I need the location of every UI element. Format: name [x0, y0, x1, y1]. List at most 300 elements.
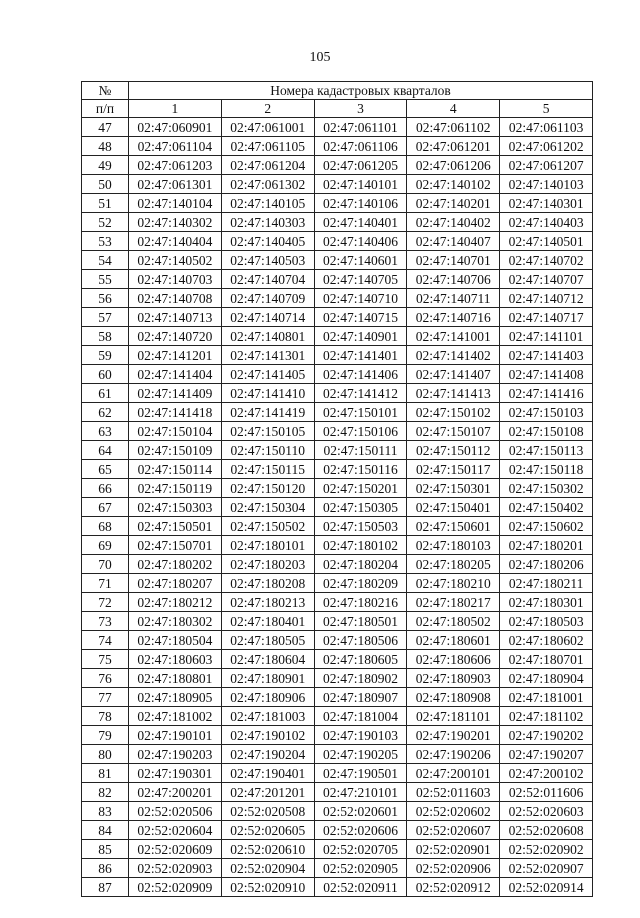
cadastral-number-cell: 02:52:020914	[500, 878, 593, 897]
cadastral-number-cell: 02:47:140715	[314, 308, 407, 327]
page-number: 105	[309, 50, 331, 65]
row-number-cell: 82	[82, 783, 129, 802]
cadastral-number-cell: 02:52:020909	[129, 878, 222, 897]
table-row	[82, 555, 593, 574]
cadastral-number-cell: 02:47:061104	[129, 137, 222, 156]
cadastral-number-cell: 02:47:180506	[314, 631, 407, 650]
cadastral-number-cell: 02:52:020904	[221, 859, 314, 878]
cadastral-number-cell: 02:47:180401	[221, 612, 314, 631]
cadastral-number-cell: 02:47:141001	[407, 327, 500, 346]
cadastral-number-cell: 02:47:180213	[221, 593, 314, 612]
row-number-cell: 57	[82, 308, 129, 327]
cadastral-number-cell: 02:47:141419	[221, 403, 314, 422]
table-row	[82, 289, 593, 308]
table-row	[82, 251, 593, 270]
cadastral-number-cell: 02:47:180209	[314, 574, 407, 593]
row-number-cell: 67	[82, 498, 129, 517]
cadastral-number-cell: 02:47:180217	[407, 593, 500, 612]
table-row	[82, 213, 593, 232]
cadastral-number-cell: 02:47:140106	[314, 194, 407, 213]
cadastral-number-cell: 02:47:140702	[500, 251, 593, 270]
cadastral-number-cell: 02:47:061206	[407, 156, 500, 175]
cadastral-number-cell: 02:47:141403	[500, 346, 593, 365]
cadastral-number-cell: 02:47:141410	[221, 384, 314, 403]
cadastral-number-cell: 02:47:180906	[221, 688, 314, 707]
row-number-cell: 48	[82, 137, 129, 156]
table-row	[82, 593, 593, 612]
row-number-cell: 86	[82, 859, 129, 878]
cadastral-number-cell: 02:47:150115	[221, 460, 314, 479]
table-row	[82, 270, 593, 289]
header-row-bottom	[82, 100, 593, 118]
table-row	[82, 422, 593, 441]
column-header-4: 4	[407, 100, 500, 118]
row-number-cell: 77	[82, 688, 129, 707]
cadastral-number-cell: 02:47:190301	[129, 764, 222, 783]
row-number-cell: 71	[82, 574, 129, 593]
table-row	[82, 194, 593, 213]
cadastral-number-cell: 02:47:141407	[407, 365, 500, 384]
cadastral-number-cell: 02:47:180102	[314, 536, 407, 555]
cadastral-number-cell: 02:47:180604	[221, 650, 314, 669]
cadastral-number-cell: 02:47:150302	[500, 479, 593, 498]
cadastral-number-cell: 02:47:140303	[221, 213, 314, 232]
cadastral-number-cell: 02:47:190501	[314, 764, 407, 783]
table-row	[82, 688, 593, 707]
cadastral-number-cell: 02:47:180605	[314, 650, 407, 669]
table-row	[82, 783, 593, 802]
cadastral-number-cell: 02:47:061207	[500, 156, 593, 175]
cadastral-number-cell: 02:47:061203	[129, 156, 222, 175]
cadastral-number-cell: 02:47:140707	[500, 270, 593, 289]
column-header-3: 3	[314, 100, 407, 118]
row-number-cell: 76	[82, 669, 129, 688]
cadastral-number-cell: 02:47:181001	[500, 688, 593, 707]
row-number-cell: 62	[82, 403, 129, 422]
row-number-header-bottom: п/п	[82, 100, 129, 118]
cadastral-number-cell: 02:47:190202	[500, 726, 593, 745]
cadastral-number-cell: 02:52:020910	[221, 878, 314, 897]
cadastral-number-cell: 02:52:020602	[407, 802, 500, 821]
row-number-cell: 79	[82, 726, 129, 745]
table-row	[82, 479, 593, 498]
table-row	[82, 118, 593, 137]
cadastral-number-cell: 02:47:180201	[500, 536, 593, 555]
cadastral-number-cell: 02:47:140706	[407, 270, 500, 289]
cadastral-number-cell: 02:47:061302	[221, 175, 314, 194]
cadastral-number-cell: 02:52:020604	[129, 821, 222, 840]
cadastral-number-cell: 02:47:180302	[129, 612, 222, 631]
cadastral-number-cell: 02:47:180211	[500, 574, 593, 593]
cadastral-number-cell: 02:47:061202	[500, 137, 593, 156]
cadastral-number-cell: 02:47:061301	[129, 175, 222, 194]
table-header	[82, 82, 593, 118]
cadastral-number-cell: 02:47:181004	[314, 707, 407, 726]
table-row	[82, 726, 593, 745]
cadastral-number-cell: 02:47:180103	[407, 536, 500, 555]
cadastral-number-cell: 02:47:180601	[407, 631, 500, 650]
row-number-cell: 70	[82, 555, 129, 574]
cadastral-number-cell: 02:47:141409	[129, 384, 222, 403]
cadastral-number-cell: 02:47:140705	[314, 270, 407, 289]
cadastral-number-cell: 02:47:141408	[500, 365, 593, 384]
cadastral-number-cell: 02:47:140201	[407, 194, 500, 213]
row-number-cell: 58	[82, 327, 129, 346]
cadastral-number-cell: 02:47:180602	[500, 631, 593, 650]
cadastral-number-cell: 02:47:150701	[129, 536, 222, 555]
table-row	[82, 460, 593, 479]
table-row	[82, 536, 593, 555]
cadastral-number-cell: 02:47:140901	[314, 327, 407, 346]
cadastral-number-cell: 02:47:150304	[221, 498, 314, 517]
cadastral-number-cell: 02:47:190206	[407, 745, 500, 764]
cadastral-number-cell: 02:47:180907	[314, 688, 407, 707]
cadastral-number-cell: 02:52:020603	[500, 802, 593, 821]
cadastral-number-cell: 02:47:141201	[129, 346, 222, 365]
cadastral-number-cell: 02:47:150110	[221, 441, 314, 460]
cadastral-number-cell: 02:47:140502	[129, 251, 222, 270]
row-number-cell: 63	[82, 422, 129, 441]
cadastral-number-cell: 02:47:140601	[314, 251, 407, 270]
cadastral-number-cell: 02:47:140103	[500, 175, 593, 194]
table-row	[82, 707, 593, 726]
row-number-cell: 65	[82, 460, 129, 479]
cadastral-number-cell: 02:47:141301	[221, 346, 314, 365]
row-number-cell: 61	[82, 384, 129, 403]
row-number-cell: 64	[82, 441, 129, 460]
row-number-cell: 72	[82, 593, 129, 612]
cadastral-number-cell: 02:52:020608	[500, 821, 593, 840]
cadastral-number-cell: 02:52:011603	[407, 783, 500, 802]
cadastral-number-cell: 02:47:180701	[500, 650, 593, 669]
cadastral-number-cell: 02:47:140720	[129, 327, 222, 346]
cadastral-number-cell: 02:47:150114	[129, 460, 222, 479]
cadastral-number-cell: 02:47:140105	[221, 194, 314, 213]
cadastral-number-cell: 02:47:180505	[221, 631, 314, 650]
cadastral-number-cell: 02:52:020905	[314, 859, 407, 878]
cadastral-number-cell: 02:47:150106	[314, 422, 407, 441]
cadastral-number-cell: 02:47:150116	[314, 460, 407, 479]
cadastral-number-cell: 02:47:150112	[407, 441, 500, 460]
row-number-cell: 55	[82, 270, 129, 289]
cadastral-number-cell: 02:47:190102	[221, 726, 314, 745]
cadastral-number-cell: 02:47:190205	[314, 745, 407, 764]
cadastral-number-cell: 02:47:140716	[407, 308, 500, 327]
cadastral-number-cell: 02:47:140709	[221, 289, 314, 308]
cadastral-number-cell: 02:47:141412	[314, 384, 407, 403]
cadastral-number-cell: 02:52:020605	[221, 821, 314, 840]
cadastral-number-cell: 02:47:180606	[407, 650, 500, 669]
cadastral-number-cell: 02:47:180904	[500, 669, 593, 688]
table-row	[82, 403, 593, 422]
row-number-header-top: №	[82, 82, 129, 100]
row-number-cell: 74	[82, 631, 129, 650]
cadastral-number-cell: 02:47:141418	[129, 403, 222, 422]
cadastral-number-cell: 02:47:190204	[221, 745, 314, 764]
table-row	[82, 745, 593, 764]
table-row	[82, 821, 593, 840]
cadastral-number-cell: 02:52:011606	[500, 783, 593, 802]
cadastral-number-cell: 02:47:190203	[129, 745, 222, 764]
cadastral-number-cell: 02:47:180801	[129, 669, 222, 688]
cadastral-number-cell: 02:47:140701	[407, 251, 500, 270]
cadastral-number-cell: 02:47:141404	[129, 365, 222, 384]
cadastral-number-cell: 02:47:180212	[129, 593, 222, 612]
table-row	[82, 232, 593, 251]
cadastral-number-cell: 02:47:180902	[314, 669, 407, 688]
cadastral-number-cell: 02:47:200102	[500, 764, 593, 783]
cadastral-number-cell: 02:47:180903	[407, 669, 500, 688]
table-row	[82, 764, 593, 783]
row-number-cell: 80	[82, 745, 129, 764]
row-number-cell: 50	[82, 175, 129, 194]
row-number-cell: 73	[82, 612, 129, 631]
cadastral-quarters-table	[81, 81, 593, 897]
cadastral-number-cell: 02:52:020606	[314, 821, 407, 840]
cadastral-number-cell: 02:52:020506	[129, 802, 222, 821]
column-header-1: 1	[129, 100, 222, 118]
cadastral-number-cell: 02:47:141402	[407, 346, 500, 365]
cadastral-number-cell: 02:47:150601	[407, 517, 500, 536]
table-row	[82, 631, 593, 650]
table-row	[82, 327, 593, 346]
table-row	[82, 308, 593, 327]
row-number-cell: 87	[82, 878, 129, 897]
cadastral-number-cell: 02:47:140708	[129, 289, 222, 308]
cadastral-number-cell: 02:47:150303	[129, 498, 222, 517]
cadastral-number-cell: 02:47:150120	[221, 479, 314, 498]
cadastral-number-cell: 02:47:061001	[221, 118, 314, 137]
cadastral-number-cell: 02:47:141416	[500, 384, 593, 403]
cadastral-number-cell: 02:47:150108	[500, 422, 593, 441]
row-number-cell: 47	[82, 118, 129, 137]
cadastral-number-cell: 02:52:020610	[221, 840, 314, 859]
cadastral-number-cell: 02:47:180101	[221, 536, 314, 555]
cadastral-number-cell: 02:47:180503	[500, 612, 593, 631]
table-body	[82, 118, 593, 897]
cadastral-number-cell: 02:47:150111	[314, 441, 407, 460]
row-number-cell: 83	[82, 802, 129, 821]
cadastral-number-cell: 02:47:190207	[500, 745, 593, 764]
cadastral-number-cell: 02:47:150201	[314, 479, 407, 498]
table-row	[82, 574, 593, 593]
cadastral-number-cell: 02:47:181003	[221, 707, 314, 726]
cadastral-number-cell: 02:47:200101	[407, 764, 500, 783]
cadastral-number-cell: 02:47:180501	[314, 612, 407, 631]
cadastral-number-cell: 02:52:020906	[407, 859, 500, 878]
cadastral-number-cell: 02:47:180206	[500, 555, 593, 574]
cadastral-number-cell: 02:47:150104	[129, 422, 222, 441]
table-row	[82, 498, 593, 517]
cadastral-number-cell: 02:47:180202	[129, 555, 222, 574]
cadastral-number-cell: 02:47:140406	[314, 232, 407, 251]
cadastral-number-cell: 02:47:140703	[129, 270, 222, 289]
row-number-cell: 54	[82, 251, 129, 270]
row-number-cell: 69	[82, 536, 129, 555]
cadastral-number-cell: 02:47:140403	[500, 213, 593, 232]
cadastral-number-cell: 02:47:190103	[314, 726, 407, 745]
cadastral-number-cell: 02:47:180603	[129, 650, 222, 669]
cadastral-number-cell: 02:52:020903	[129, 859, 222, 878]
cadastral-number-cell: 02:47:140503	[221, 251, 314, 270]
cadastral-number-cell: 02:47:180301	[500, 593, 593, 612]
cadastral-number-cell: 02:47:180905	[129, 688, 222, 707]
cadastral-number-cell: 02:47:140710	[314, 289, 407, 308]
cadastral-number-cell: 02:47:180204	[314, 555, 407, 574]
cadastral-number-cell: 02:47:140704	[221, 270, 314, 289]
cadastral-number-cell: 02:47:180216	[314, 593, 407, 612]
row-number-cell: 60	[82, 365, 129, 384]
table-row	[82, 612, 593, 631]
cadastral-number-cell: 02:47:150118	[500, 460, 593, 479]
cadastral-number-cell: 02:47:150602	[500, 517, 593, 536]
row-number-cell: 84	[82, 821, 129, 840]
cadastral-number-cell: 02:47:150502	[221, 517, 314, 536]
cadastral-number-cell: 02:47:140712	[500, 289, 593, 308]
cadastral-number-cell: 02:47:140404	[129, 232, 222, 251]
cadastral-number-cell: 02:47:190101	[129, 726, 222, 745]
cadastral-number-cell: 02:47:140301	[500, 194, 593, 213]
table-row	[82, 859, 593, 878]
row-number-cell: 68	[82, 517, 129, 536]
cadastral-number-cell: 02:47:140101	[314, 175, 407, 194]
header-row-top	[82, 82, 593, 100]
cadastral-number-cell: 02:47:150117	[407, 460, 500, 479]
cadastral-number-cell: 02:47:140711	[407, 289, 500, 308]
cadastral-number-cell: 02:52:020607	[407, 821, 500, 840]
table-row	[82, 802, 593, 821]
cadastral-number-cell: 02:47:150305	[314, 498, 407, 517]
cadastral-number-cell: 02:47:150301	[407, 479, 500, 498]
table-row	[82, 175, 593, 194]
row-number-cell: 56	[82, 289, 129, 308]
cadastral-number-cell: 02:47:061201	[407, 137, 500, 156]
cadastral-number-cell: 02:47:150102	[407, 403, 500, 422]
cadastral-number-cell: 02:52:020609	[129, 840, 222, 859]
cadastral-number-cell: 02:47:141405	[221, 365, 314, 384]
cadastral-number-cell: 02:47:150105	[221, 422, 314, 441]
row-number-cell: 66	[82, 479, 129, 498]
cadastral-number-cell: 02:47:140717	[500, 308, 593, 327]
table-row	[82, 346, 593, 365]
cadastral-number-cell: 02:47:140102	[407, 175, 500, 194]
cadastral-number-cell: 02:52:020705	[314, 840, 407, 859]
cadastral-number-cell: 02:47:200201	[129, 783, 222, 802]
cadastral-number-cell: 02:47:150113	[500, 441, 593, 460]
row-number-cell: 75	[82, 650, 129, 669]
cadastral-number-cell: 02:47:141406	[314, 365, 407, 384]
cadastral-number-cell: 02:47:061102	[407, 118, 500, 137]
cadastral-number-cell: 02:47:190201	[407, 726, 500, 745]
cadastral-number-cell: 02:47:061106	[314, 137, 407, 156]
cadastral-number-cell: 02:52:020911	[314, 878, 407, 897]
row-number-cell: 53	[82, 232, 129, 251]
row-number-cell: 49	[82, 156, 129, 175]
column-header-2: 2	[221, 100, 314, 118]
cadastral-number-cell: 02:52:020508	[221, 802, 314, 821]
column-header-5: 5	[500, 100, 593, 118]
table-row	[82, 840, 593, 859]
cadastral-number-cell: 02:47:061101	[314, 118, 407, 137]
cadastral-number-cell: 02:47:180208	[221, 574, 314, 593]
cadastral-number-cell: 02:52:020901	[407, 840, 500, 859]
cadastral-number-cell: 02:47:150101	[314, 403, 407, 422]
table-row	[82, 878, 593, 897]
cadastral-number-cell: 02:47:140501	[500, 232, 593, 251]
cadastral-number-cell: 02:47:150503	[314, 517, 407, 536]
cadastral-number-cell: 02:47:150402	[500, 498, 593, 517]
cadastral-number-cell: 02:47:061103	[500, 118, 593, 137]
cadastral-number-cell: 02:47:140801	[221, 327, 314, 346]
cadastral-number-cell: 02:47:180210	[407, 574, 500, 593]
cadastral-number-cell: 02:47:150119	[129, 479, 222, 498]
cadastral-number-cell: 02:47:140402	[407, 213, 500, 232]
cadastral-number-cell: 02:47:150107	[407, 422, 500, 441]
row-number-cell: 52	[82, 213, 129, 232]
row-number-cell: 59	[82, 346, 129, 365]
table-row	[82, 441, 593, 460]
row-number-cell: 51	[82, 194, 129, 213]
cadastral-number-cell: 02:47:150501	[129, 517, 222, 536]
row-number-cell: 81	[82, 764, 129, 783]
cadastral-number-cell: 02:47:140405	[221, 232, 314, 251]
cadastral-number-cell: 02:47:181002	[129, 707, 222, 726]
cadastral-number-cell: 02:47:180203	[221, 555, 314, 574]
cadastral-number-cell: 02:47:141401	[314, 346, 407, 365]
cadastral-number-cell: 02:52:020601	[314, 802, 407, 821]
cadastral-number-cell: 02:47:140714	[221, 308, 314, 327]
cadastral-number-cell: 02:47:181102	[500, 707, 593, 726]
cadastral-number-cell: 02:47:150103	[500, 403, 593, 422]
table-row	[82, 669, 593, 688]
cadastral-number-cell: 02:47:140104	[129, 194, 222, 213]
cadastral-number-cell: 02:47:140302	[129, 213, 222, 232]
cadastral-number-cell: 02:47:210101	[314, 783, 407, 802]
cadastral-number-cell: 02:47:060901	[129, 118, 222, 137]
table-row	[82, 650, 593, 669]
table-row	[82, 365, 593, 384]
cadastral-number-cell: 02:47:180504	[129, 631, 222, 650]
cadastral-number-cell: 02:47:061105	[221, 137, 314, 156]
cadastral-number-cell: 02:47:180901	[221, 669, 314, 688]
cadastral-number-cell: 02:47:190401	[221, 764, 314, 783]
group-title-header: Номера кадастровых кварталов	[129, 82, 593, 100]
cadastral-number-cell: 02:52:020907	[500, 859, 593, 878]
cadastral-number-cell: 02:47:201201	[221, 783, 314, 802]
cadastral-number-cell: 02:52:020902	[500, 840, 593, 859]
cadastral-number-cell: 02:47:180502	[407, 612, 500, 631]
cadastral-number-cell: 02:47:180908	[407, 688, 500, 707]
cadastral-number-cell: 02:47:140401	[314, 213, 407, 232]
table-row	[82, 517, 593, 536]
cadastral-number-cell: 02:47:061205	[314, 156, 407, 175]
row-number-cell: 85	[82, 840, 129, 859]
table-row	[82, 156, 593, 175]
cadastral-number-cell: 02:47:180207	[129, 574, 222, 593]
table-row	[82, 384, 593, 403]
cadastral-number-cell: 02:47:150401	[407, 498, 500, 517]
cadastral-number-cell: 02:47:141101	[500, 327, 593, 346]
cadastral-number-cell: 02:47:180205	[407, 555, 500, 574]
cadastral-number-cell: 02:47:061204	[221, 156, 314, 175]
cadastral-number-cell: 02:47:140407	[407, 232, 500, 251]
row-number-cell: 78	[82, 707, 129, 726]
cadastral-number-cell: 02:47:140713	[129, 308, 222, 327]
table-row	[82, 137, 593, 156]
cadastral-number-cell: 02:47:141413	[407, 384, 500, 403]
cadastral-number-cell: 02:52:020912	[407, 878, 500, 897]
cadastral-number-cell: 02:47:150109	[129, 441, 222, 460]
